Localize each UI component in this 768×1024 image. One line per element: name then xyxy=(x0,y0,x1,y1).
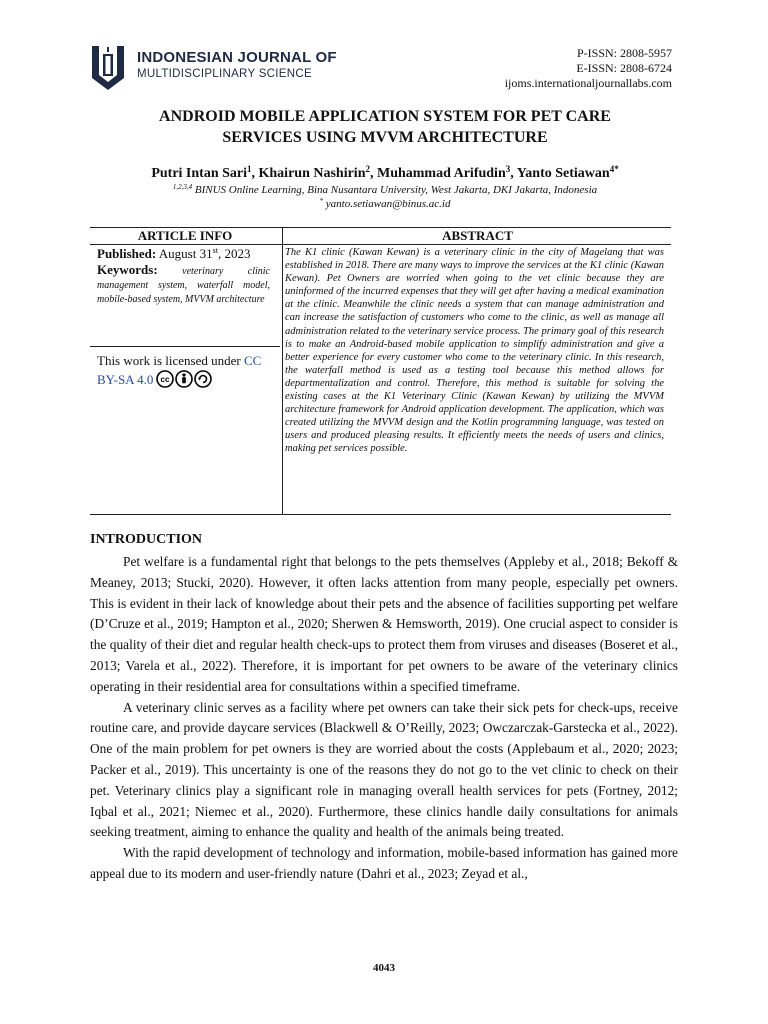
published-date-text: August 31 xyxy=(156,246,213,261)
paper-title-line1: ANDROID MOBILE APPLICATION SYSTEM FOR PET CARE xyxy=(159,108,611,125)
author-separator: , xyxy=(369,166,377,181)
paper-title xyxy=(90,106,680,148)
journal-logo-icon xyxy=(90,44,126,92)
body-paragraph: Pet welfare is a fundamental right that belongs to the pets themselves (Appleby et al., 2018; Bekoff & Meaney, 2013; Stucki, 2020). However, it often lacks attention from many people, especially pet owners. This is evident in their lack of knowledge about their pets and the absence of facilities supporting pet welfare (D’Cruze et al., 2019; Hampton et al., 2020; Sherwen & Hemsworth, 2019). One crucial aspect to consider is the quality of their diet and regular health check-ups to protect them from viruses and diseases (Boseret et al., 2013; Varela et al., 2022). Therefore, it is important for pet owners to be aware of the veterinary clinics operating in their residential area for consultations within a specified timeframe. xyxy=(90,554,678,694)
introduction-body xyxy=(90,552,678,885)
published-date xyxy=(97,246,250,262)
license-link[interactable]: BY-SA 4.0 xyxy=(97,372,154,387)
published-year: , 2023 xyxy=(217,246,251,261)
paper-title-line2: SERVICES USING MVVM ARCHITECTURE xyxy=(222,129,548,146)
author-list xyxy=(90,165,680,183)
journal-website: ijoms.internationaljournallabs.com xyxy=(504,76,672,90)
author-separator: , xyxy=(510,166,517,181)
author-separator: , xyxy=(251,166,259,181)
info-divider-rule xyxy=(90,346,280,347)
author-sup: 1 xyxy=(247,164,252,174)
journal-name-line1: INDONESIAN JOURNAL OF xyxy=(137,49,337,66)
author-name: Muhammad Arifudin xyxy=(376,166,506,181)
cc-by-sa-badge-icon[interactable] xyxy=(156,370,212,393)
table-header-rule xyxy=(90,244,671,245)
table-column-divider xyxy=(282,228,283,515)
page-number: 4043 xyxy=(373,962,395,974)
author-name: Khairun Nashirin xyxy=(258,166,366,181)
author-name: Yanto Setiawan xyxy=(516,166,610,181)
pissn: P-ISSN: 2808-5957 xyxy=(576,46,672,60)
introduction-heading: INTRODUCTION xyxy=(90,532,203,547)
svg-text:cc: cc xyxy=(160,375,170,384)
published-date-sup: st xyxy=(212,246,218,255)
affiliation xyxy=(90,183,680,211)
email-sup: * xyxy=(319,197,324,205)
published-label: Published: xyxy=(97,246,157,261)
body-paragraph: With the rapid development of technology and information, mobile-based information has gained more appeal due to its modern and user-friendly nature (Dahri et al., 2023; Zeyad et al., xyxy=(90,845,678,881)
cc-license-icon xyxy=(156,370,212,388)
journal-name xyxy=(137,49,337,82)
affiliation-sup: 1,2,3,4 xyxy=(172,183,193,191)
affiliation-text: BINUS Online Learning, Bina Nusantara University, West Jakarta, DKI Jakarta, Indonesia xyxy=(192,184,598,196)
author-sup: 2 xyxy=(365,164,370,174)
corresponding-email: yanto.setiawan@binus.ac.id xyxy=(323,198,451,210)
abstract-heading: ABSTRACT xyxy=(442,228,513,243)
body-paragraph: A veterinary clinic serves as a facility where pet owners can take their sick pets for check-ups, receive routine care, and provide daycare services (Blackwell & O’Reilly, 2023; Owczarczak-Garstecka et al., 2022). One of the main problem for pet owners is they are worried about the costs (Applebaum et al., 2020; 2023; Packer et al., 2019). This uncertainty is one of the reasons they do not go to the vet clinic to check on their pet. Veterinary clinics play a significant role in managing overall health services for pets (Fortney, 2012; Iqbal et al., 2021; Niemec et al., 2020). Furthermore, these clinics handle daily consultations for animals seeking treatment, aiming to enhance the quality and health of the animals being treated. xyxy=(90,699,678,840)
author-sup: 4* xyxy=(609,164,619,174)
license-text: This work is licensed under xyxy=(97,353,244,368)
keywords-text: veterinary clinic management system, waterfall model, mobile-based system, MVVM architecture xyxy=(97,266,270,305)
author-name: Putri Intan Sari xyxy=(151,166,247,181)
author-sup: 3 xyxy=(505,164,511,174)
license-link[interactable]: CC xyxy=(243,353,262,368)
license-notice xyxy=(97,351,279,393)
issn-block xyxy=(505,46,672,91)
journal-name-line2: MULTIDISCIPLINARY SCIENCE xyxy=(137,68,312,80)
keywords xyxy=(97,263,270,307)
table-bottom-rule xyxy=(90,514,671,515)
keywords-label: Keywords: xyxy=(97,262,158,277)
article-info-heading: ARTICLE INFO xyxy=(137,228,233,243)
eissn: E-ISSN: 2808-6724 xyxy=(576,61,672,75)
abstract-text: The K1 clinic (Kawan Kewan) is a veterinary clinic in the city of Magelang that was established in 2018. There are many ways to improve the services at the K1 clinic (Kawan Kewan). Pet Owners are worried when going to the vet clinic because they are uninformed of the incurred expenses that they will get after having a medical examination at the clinic. Meanwhile the clinic needs a system that can manage administration and can increase the satisfaction of customers who come to the clinic, as well as manage all administration related to the veterinary service process. The primary goal of this research is to make an Android-based mobile application to simplify administration and give a better experience for every customer who come to the veterinary clinic. In this research, the waterfall method is used as a testing tool because this method allows for departmentalization and control. Therefore, this method is suitable for solving the existing cases at the K1 Veterinary Clinic (Kawan Kewan) by utilizing the MVVM architecture framework for Android application development. The application, which was created utilizing the MVVM design and the Kotlin programming language, was tested on users and produced pleasing results. It efficiently meets the needs of users and clinics, making pet services possible. xyxy=(285,247,664,455)
